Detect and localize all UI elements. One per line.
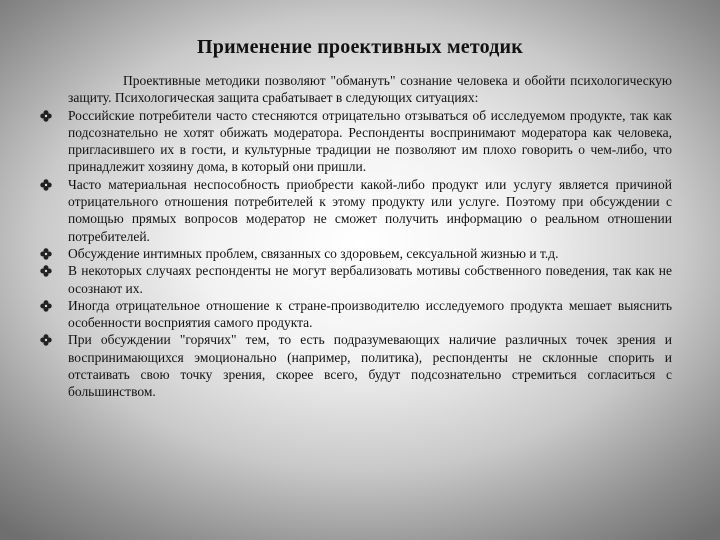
bullet-text: В некоторых случаях респонденты не могут вербализовать мотивы собственного поведения, так как не осознают их. (68, 263, 672, 296)
diamond-bullet-icon (40, 248, 52, 260)
list-item (40, 331, 672, 400)
diamond-bullet-icon (40, 334, 52, 346)
list-item (40, 297, 672, 332)
bullet-text: Российские потребители часто стесняются отрицательно отзываться об исследуемом продукте, так как подсознательно не хотят обижать модератора. Респонденты воспринимают модератора как человека, пригласившего их в гости, и культурные традиции не позволяют им плохо говорить о чем-либо, что принадлежит хозяину дома, в который они пришли. (68, 107, 672, 175)
diamond-bullet-icon (40, 300, 52, 312)
bullet-list (40, 107, 672, 401)
slide-body (40, 72, 672, 401)
bullet-text: Обсуждение интимных проблем, связанных со здоровьем, сексуальной жизнью и т.д. (68, 245, 559, 261)
diamond-bullet-icon (40, 179, 52, 191)
diamond-bullet-icon (40, 265, 52, 277)
list-item (40, 107, 672, 176)
bullet-text: Часто материальная неспособность приобрести какой-либо продукт или услугу является причиной отрицательного отношения потребителей к этому продукту или услуге. Поэтому при обсуждении с помощью прямых вопросов модератор не сможет получить информацию о реальном отношении потребителей. (68, 176, 672, 244)
list-item (40, 176, 672, 245)
bullet-text: Иногда отрицательное отношение к стране-производителю исследуемого продукта мешает выяснить особенности восприятия самого продукта. (68, 297, 672, 331)
slide-title: Применение проективных методик (196, 36, 523, 58)
bullet-text: При обсуждении "горячих" тем, то есть подразумевающих наличие различных точек зрения и воспринимающихся эмоционально (например, политика), респонденты не склонные спорить и отстаивать свою точку зрения, скорее всего, будут подсознательно стремиться согласиться с большинством. (68, 332, 672, 400)
intro-paragraph: Проективные методики позволяют "обмануть" сознание человека и обойти психологическую защиту. Психологическая защита срабатывает в следующих ситуациях: (68, 73, 672, 106)
list-item (40, 245, 672, 262)
diamond-bullet-icon (40, 110, 52, 122)
list-item (40, 262, 672, 297)
